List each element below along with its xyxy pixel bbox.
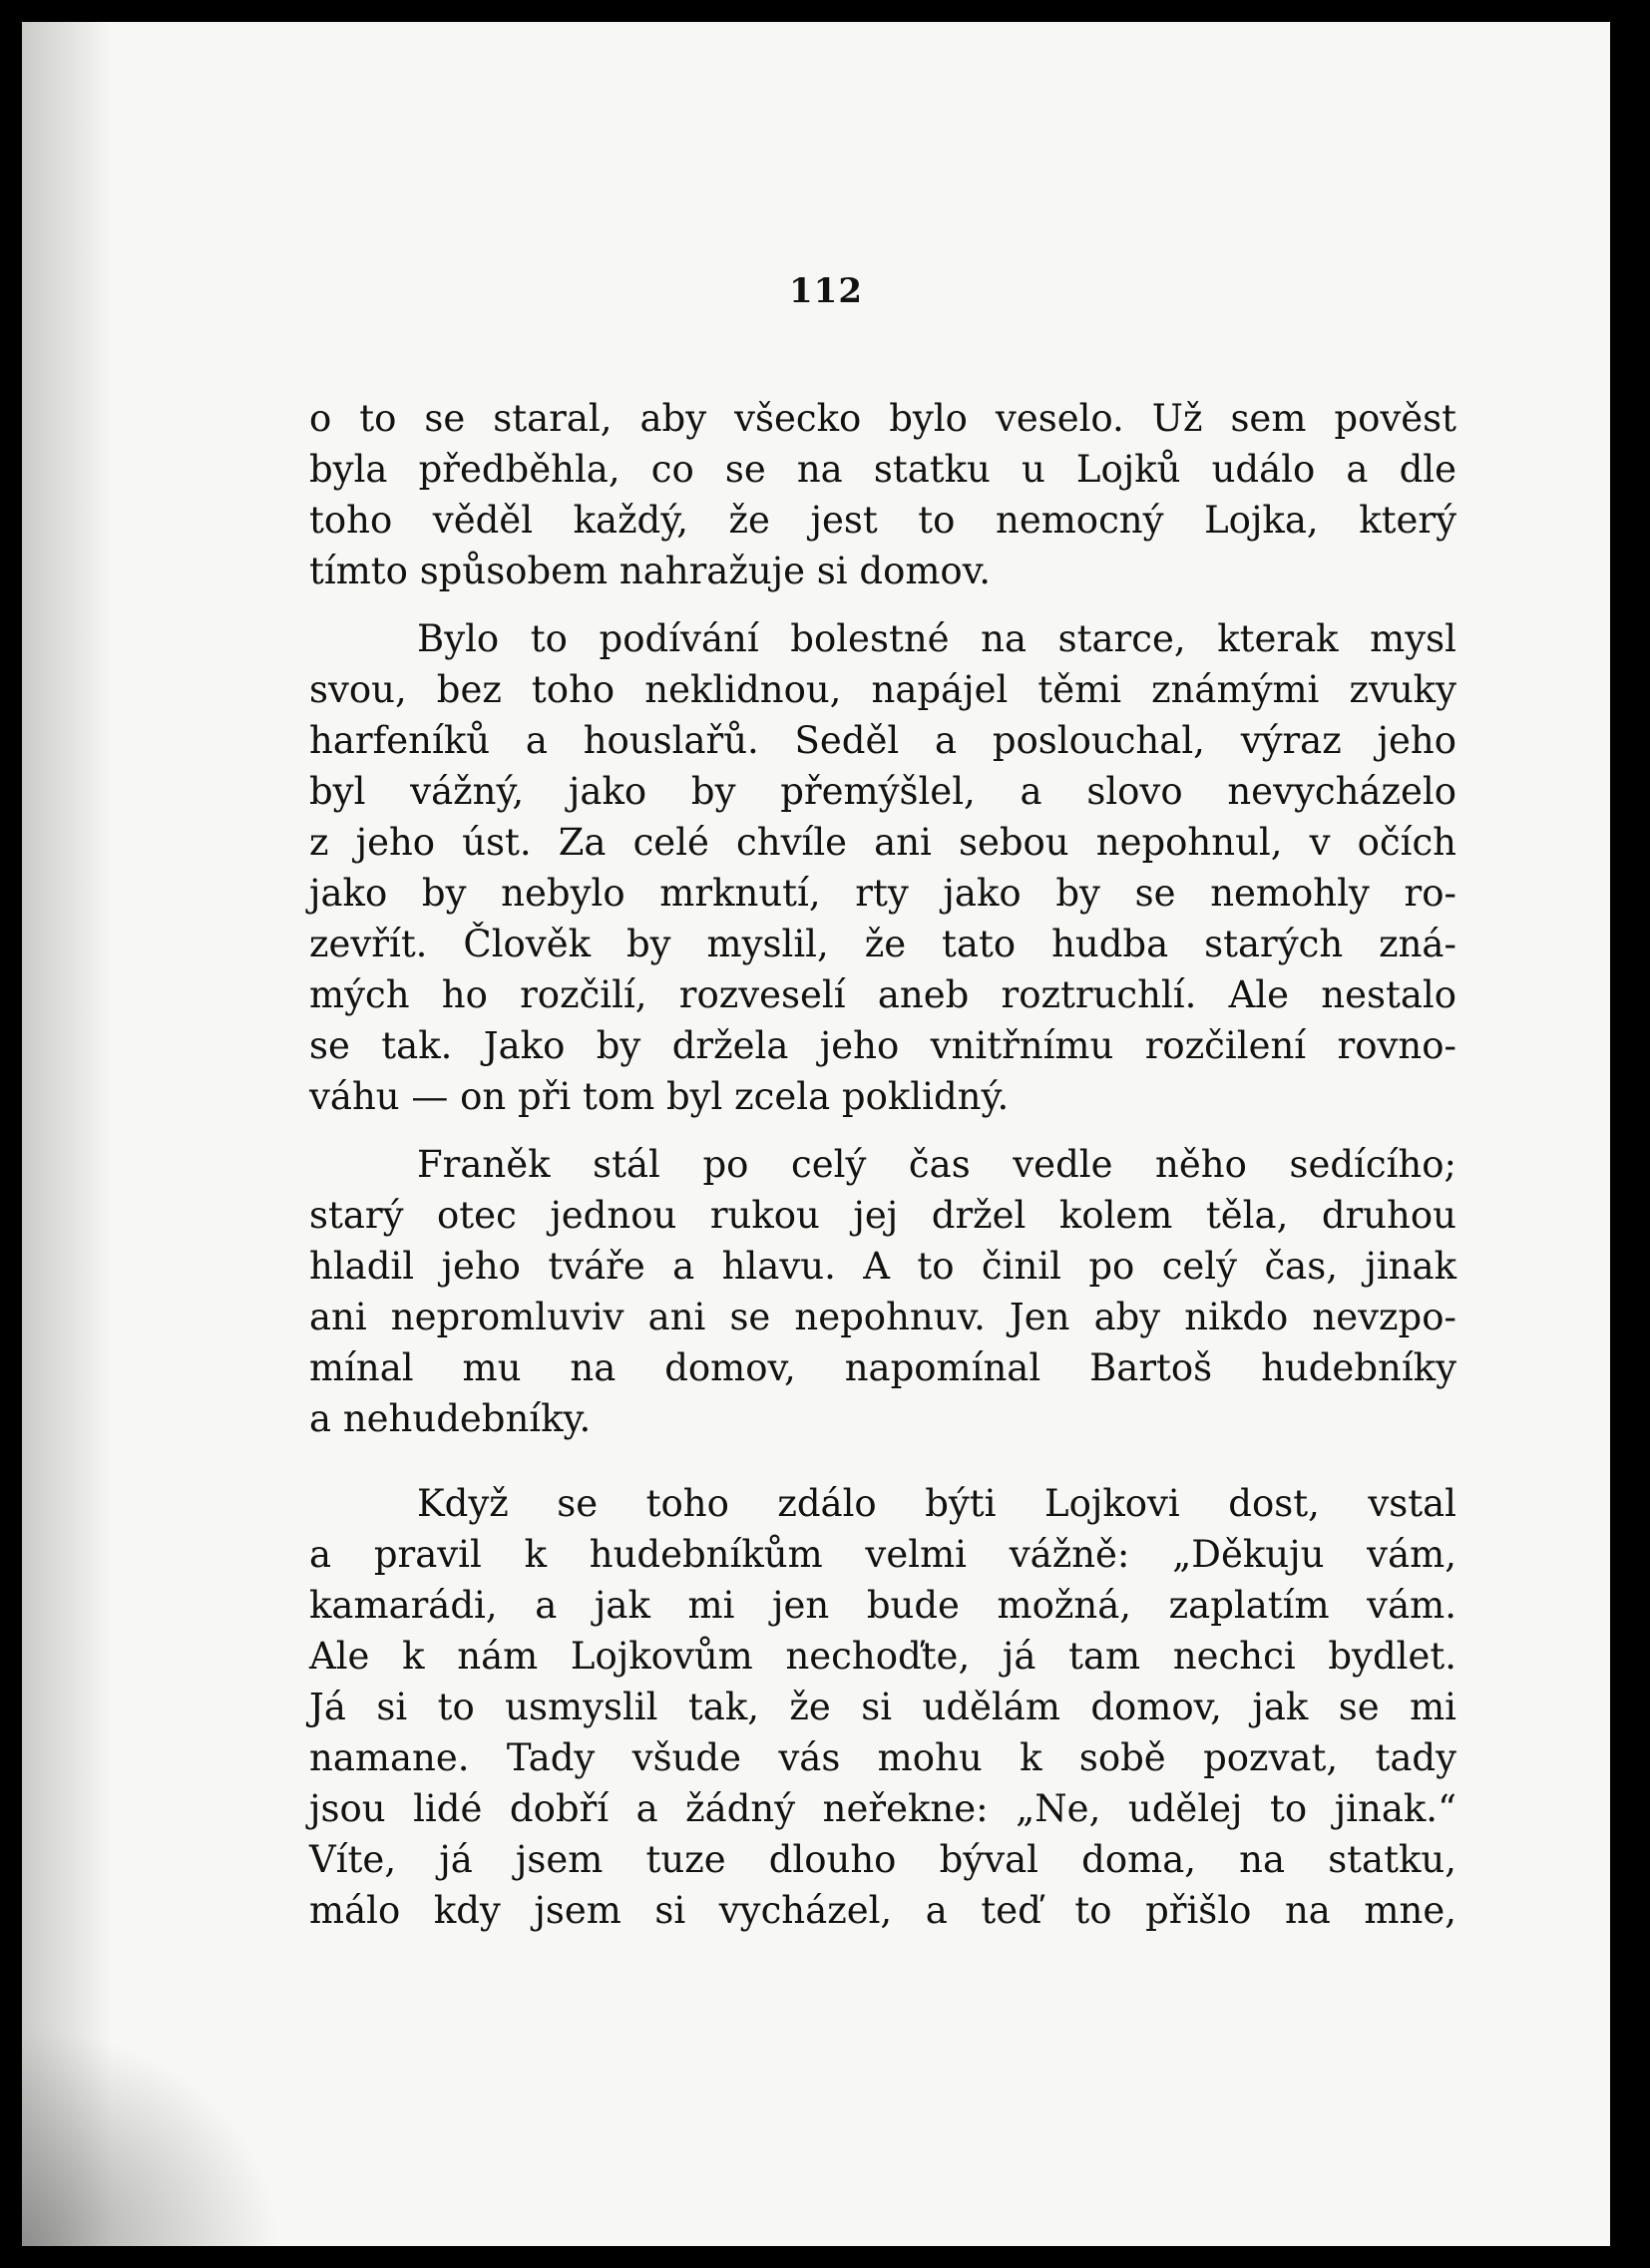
- text-line: kamarádi, a jak mi jen bude možná, zaplatím vám.: [309, 1584, 1456, 1627]
- text-line: Ale k nám Lojkovům nechoďte, já tam nechci bydlet.: [309, 1635, 1456, 1678]
- paragraph-4: [309, 1478, 1456, 1936]
- text-line: ani nepromluviv ani se nepohnuv. Jen aby nikdo nevzpo-: [309, 1296, 1456, 1338]
- text-line: hladil jeho tváře a hlavu. A to činil po celý čas, jinak: [309, 1245, 1456, 1288]
- text-line: jsou lidé dobří a žádný neřekne: „Ne, udělej to jinak.“: [309, 1787, 1456, 1830]
- book-page: [22, 22, 1610, 2246]
- paragraph-2: [309, 613, 1456, 1122]
- text-line: byla předběhla, co se na statku u Lojků událo a dle: [309, 448, 1456, 491]
- text-line: Víte, já jsem tuze dlouho býval doma, na statku,: [309, 1838, 1456, 1881]
- text-line: o to se staral, aby všecko bylo veselo. Už sem pověst: [309, 397, 1456, 440]
- paragraph-1: [309, 393, 1456, 596]
- text-line: starý otec jednou rukou jej držel kolem těla, druhou: [309, 1194, 1456, 1237]
- text-line: málo kdy jsem si vycházel, a teď to přišlo na mne,: [309, 1889, 1456, 1932]
- paragraph-3: [309, 1139, 1456, 1444]
- text-line: tímto spůsobem nahražuje si domov.: [309, 550, 991, 592]
- text-line: Bylo to podívání bolestné na starce, kterak mysl: [417, 617, 1456, 660]
- text-line: jako by nebylo mrknutí, rty jako by se nemohly ro-: [309, 872, 1456, 915]
- text-line: harfeníků a houslařů. Seděl a poslouchal, výraz jeho: [309, 719, 1456, 762]
- text-line: mých ho rozčilí, rozveselí aneb roztruchlí. Ale nestalo: [309, 973, 1456, 1016]
- text-line: zevřít. Člověk by myslil, že tato hudba starých zná-: [309, 923, 1456, 965]
- text-line: váhu — on při tom byl zcela poklidný.: [309, 1075, 1010, 1118]
- page-number: 112: [789, 271, 863, 311]
- text-line: Franěk stál po celý čas vedle něho sedícího;: [417, 1143, 1456, 1186]
- text-line: namane. Tady všude vás mohu k sobě pozvat, tady: [309, 1736, 1456, 1779]
- text-line: mínal mu na domov, napomínal Bartoš hudebníky: [309, 1346, 1456, 1389]
- text-line: svou, bez toho neklidnou, napájel těmi známými zvuky: [309, 668, 1456, 711]
- text-line: Když se toho zdálo býti Lojkovi dost, vstal: [417, 1482, 1456, 1525]
- body-text: [309, 393, 1456, 1953]
- text-line: byl vážný, jako by přemýšlel, a slovo nevycházelo: [309, 770, 1456, 813]
- text-line: a nehudebníky.: [309, 1397, 592, 1440]
- text-line: se tak. Jako by držela jeho vnitřnímu rozčilení rovno-: [309, 1024, 1456, 1067]
- text-line: a pravil k hudebníkům velmi vážně: „Děkuju vám,: [309, 1533, 1456, 1576]
- text-line: Já si to usmyslil tak, že si udělám domov, jak se mi: [309, 1686, 1456, 1728]
- text-line: z jeho úst. Za celé chvíle ani sebou nepohnul, v očích: [309, 821, 1456, 864]
- text-line: toho věděl každý, že jest to nemocný Lojka, který: [309, 499, 1456, 542]
